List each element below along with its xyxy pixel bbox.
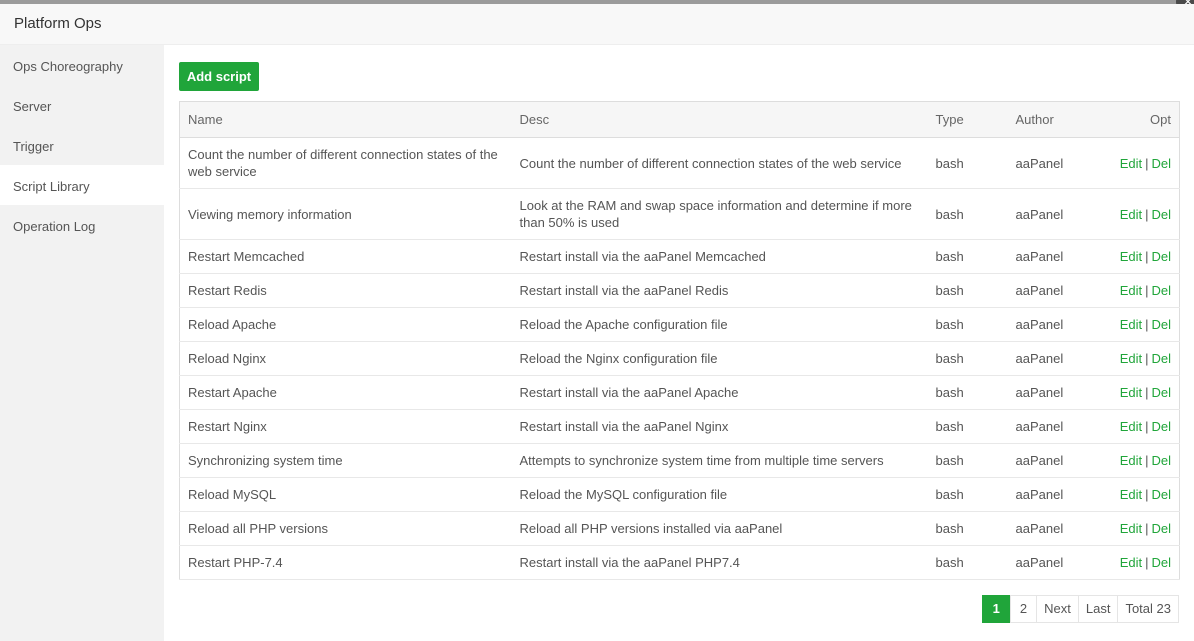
delete-link[interactable]: Del bbox=[1151, 206, 1171, 222]
total-count: Total 23 bbox=[1117, 595, 1179, 623]
edit-link[interactable]: Edit bbox=[1119, 317, 1143, 332]
cell-author: aaPanel bbox=[1008, 376, 1098, 410]
opt-separator: | bbox=[1145, 487, 1149, 502]
delete-link[interactable]: Del bbox=[1151, 283, 1171, 298]
cell-name: Restart Redis bbox=[180, 274, 512, 308]
table-row bbox=[180, 342, 1180, 376]
last-page-button[interactable]: Last bbox=[1078, 595, 1119, 623]
cell-name: Reload MySQL bbox=[180, 478, 512, 512]
delete-link[interactable]: Del bbox=[1151, 521, 1171, 536]
column-header-type: Type bbox=[928, 102, 1008, 138]
table-row bbox=[180, 308, 1180, 342]
cell-author: aaPanel bbox=[1008, 546, 1098, 580]
delete-link[interactable]: Del bbox=[1151, 487, 1171, 502]
edit-link[interactable]: Edit bbox=[1119, 249, 1143, 264]
table-row bbox=[180, 240, 1180, 274]
cell-type: bash bbox=[928, 376, 1008, 410]
cell-name: Count the number of different connection states of the web service bbox=[180, 138, 512, 189]
opt-separator: | bbox=[1145, 317, 1149, 332]
edit-link[interactable]: Edit bbox=[1119, 385, 1143, 400]
window-title: Platform Ops bbox=[14, 15, 102, 32]
cell-type: bash bbox=[928, 444, 1008, 478]
opt-separator: | bbox=[1145, 521, 1149, 536]
cell-author: aaPanel bbox=[1008, 512, 1098, 546]
cell-author: aaPanel bbox=[1008, 240, 1098, 274]
table-row bbox=[180, 444, 1180, 478]
add-script-button[interactable]: Add script bbox=[179, 62, 259, 91]
table-row bbox=[180, 138, 1180, 189]
opt-separator: | bbox=[1145, 351, 1149, 366]
column-header-desc: Desc bbox=[512, 102, 928, 138]
cell-opt bbox=[1098, 274, 1180, 308]
delete-link[interactable]: Del bbox=[1151, 419, 1171, 434]
edit-link[interactable]: Edit bbox=[1119, 206, 1143, 222]
column-header-opt: Opt bbox=[1098, 102, 1180, 138]
opt-separator: | bbox=[1145, 453, 1149, 468]
cell-name: Viewing memory information bbox=[180, 189, 512, 240]
edit-link[interactable]: Edit bbox=[1119, 155, 1143, 171]
cell-type: bash bbox=[928, 274, 1008, 308]
opt-separator: | bbox=[1145, 555, 1149, 570]
cell-opt bbox=[1098, 342, 1180, 376]
page-1-button[interactable]: 1 bbox=[982, 595, 1011, 623]
cell-desc: Count the number of different connection states of the web service bbox=[512, 138, 928, 189]
sidebar bbox=[0, 45, 164, 641]
cell-opt bbox=[1098, 512, 1180, 546]
opt-separator: | bbox=[1145, 283, 1149, 298]
cell-opt bbox=[1098, 376, 1180, 410]
cell-author: aaPanel bbox=[1008, 478, 1098, 512]
sidebar-item-trigger[interactable]: Trigger bbox=[13, 139, 54, 154]
delete-link[interactable]: Del bbox=[1151, 555, 1171, 570]
cell-opt bbox=[1098, 444, 1180, 478]
cell-opt bbox=[1098, 189, 1180, 240]
cell-author: aaPanel bbox=[1008, 274, 1098, 308]
cell-opt bbox=[1098, 308, 1180, 342]
main-content bbox=[164, 45, 1194, 641]
pagination bbox=[983, 595, 1179, 623]
column-header-author: Author bbox=[1008, 102, 1098, 138]
cell-type: bash bbox=[928, 240, 1008, 274]
window-header bbox=[0, 4, 1194, 45]
delete-link[interactable]: Del bbox=[1151, 351, 1171, 366]
cell-desc: Attempts to synchronize system time from multiple time servers bbox=[512, 444, 928, 478]
cell-name: Reload Apache bbox=[180, 308, 512, 342]
cell-type: bash bbox=[928, 546, 1008, 580]
delete-link[interactable]: Del bbox=[1151, 317, 1171, 332]
edit-link[interactable]: Edit bbox=[1119, 487, 1143, 502]
cell-type: bash bbox=[928, 138, 1008, 189]
cell-desc: Restart install via the aaPanel Apache bbox=[512, 376, 928, 410]
cell-name: Reload all PHP versions bbox=[180, 512, 512, 546]
next-page-button[interactable]: Next bbox=[1036, 595, 1079, 623]
cell-opt bbox=[1098, 138, 1180, 189]
cell-name: Reload Nginx bbox=[180, 342, 512, 376]
cell-opt bbox=[1098, 240, 1180, 274]
sidebar-item-operation-log[interactable]: Operation Log bbox=[13, 219, 96, 234]
cell-desc: Reload the Apache configuration file bbox=[512, 308, 928, 342]
cell-opt bbox=[1098, 410, 1180, 444]
cell-type: bash bbox=[928, 512, 1008, 546]
cell-desc: Restart install via the aaPanel Redis bbox=[512, 274, 928, 308]
cell-author: aaPanel bbox=[1008, 189, 1098, 240]
edit-link[interactable]: Edit bbox=[1119, 453, 1143, 468]
column-header-name[interactable]: Name bbox=[180, 102, 512, 138]
cell-type: bash bbox=[928, 189, 1008, 240]
delete-link[interactable]: Del bbox=[1151, 249, 1171, 264]
sidebar-item-ops-choreography[interactable]: Ops Choreography bbox=[13, 59, 123, 74]
table-row bbox=[180, 189, 1180, 240]
opt-separator: | bbox=[1145, 155, 1149, 171]
cell-type: bash bbox=[928, 342, 1008, 376]
cell-desc: Look at the RAM and swap space information and determine if more than 50% is used bbox=[512, 189, 928, 240]
table-row bbox=[180, 410, 1180, 444]
table-row bbox=[180, 274, 1180, 308]
cell-author: aaPanel bbox=[1008, 444, 1098, 478]
cell-author: aaPanel bbox=[1008, 308, 1098, 342]
table-row bbox=[180, 512, 1180, 546]
edit-link[interactable]: Edit bbox=[1119, 351, 1143, 366]
edit-link[interactable]: Edit bbox=[1119, 555, 1143, 570]
opt-separator: | bbox=[1145, 249, 1149, 264]
cell-desc: Restart install via the aaPanel Nginx bbox=[512, 410, 928, 444]
sidebar-item-server[interactable]: Server bbox=[13, 99, 52, 114]
cell-desc: Reload the Nginx configuration file bbox=[512, 342, 928, 376]
opt-separator: | bbox=[1145, 206, 1149, 222]
edit-link[interactable]: Edit bbox=[1119, 521, 1143, 536]
table-header-row bbox=[180, 102, 1180, 138]
sidebar-item-script-library[interactable]: Script Library bbox=[0, 165, 164, 205]
opt-separator: | bbox=[1145, 385, 1149, 400]
cell-author: aaPanel bbox=[1008, 410, 1098, 444]
cell-type: bash bbox=[928, 478, 1008, 512]
cell-author: aaPanel bbox=[1008, 138, 1098, 189]
cell-type: bash bbox=[928, 308, 1008, 342]
cell-desc: Reload the MySQL configuration file bbox=[512, 478, 928, 512]
cell-name: Restart Memcached bbox=[180, 240, 512, 274]
cell-name: Restart Apache bbox=[180, 376, 512, 410]
cell-name: Restart PHP-7.4 bbox=[180, 546, 512, 580]
cell-desc: Reload all PHP versions installed via aaPanel bbox=[512, 512, 928, 546]
cell-type: bash bbox=[928, 410, 1008, 444]
cell-desc: Restart install via the aaPanel PHP7.4 bbox=[512, 546, 928, 580]
page-2-button[interactable]: 2 bbox=[1010, 595, 1037, 623]
edit-link[interactable]: Edit bbox=[1119, 283, 1143, 298]
table-row bbox=[180, 376, 1180, 410]
opt-separator: | bbox=[1145, 419, 1149, 434]
cell-opt bbox=[1098, 478, 1180, 512]
cell-name: Restart Nginx bbox=[180, 410, 512, 444]
script-table bbox=[179, 101, 1180, 580]
edit-link[interactable]: Edit bbox=[1119, 419, 1143, 434]
cell-name: Synchronizing system time bbox=[180, 444, 512, 478]
cell-author: aaPanel bbox=[1008, 342, 1098, 376]
table-row bbox=[180, 478, 1180, 512]
delete-link[interactable]: Del bbox=[1151, 155, 1171, 171]
cell-opt bbox=[1098, 546, 1180, 580]
table-row bbox=[180, 546, 1180, 580]
delete-link[interactable]: Del bbox=[1151, 385, 1171, 400]
cell-desc: Restart install via the aaPanel Memcached bbox=[512, 240, 928, 274]
delete-link[interactable]: Del bbox=[1151, 453, 1171, 468]
